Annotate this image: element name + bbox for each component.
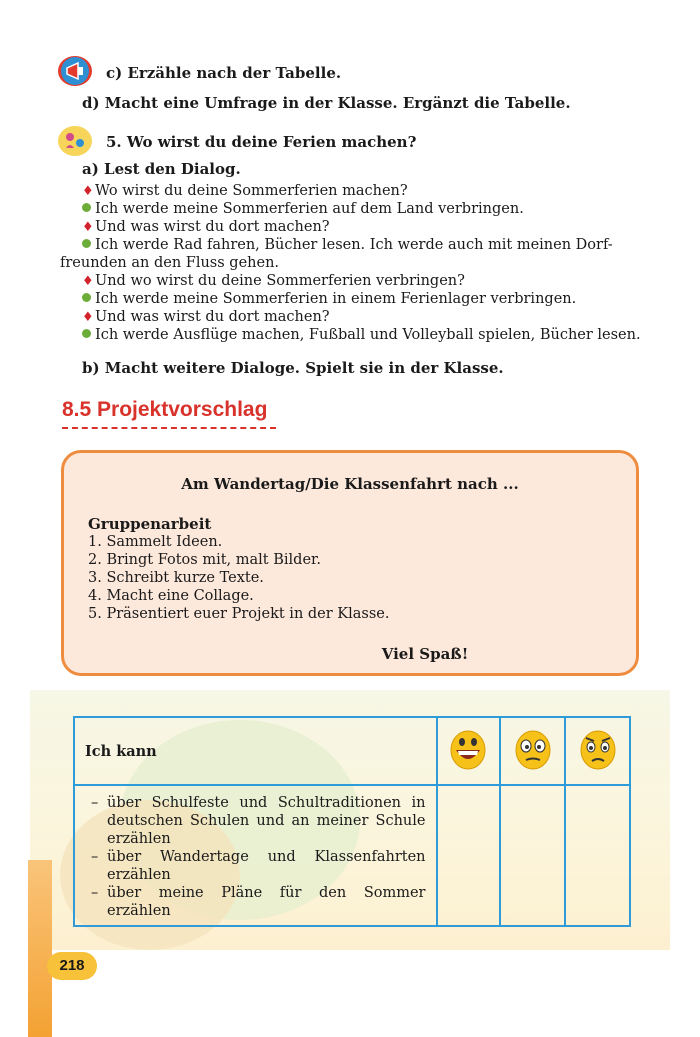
dot-marker-icon bbox=[82, 203, 91, 212]
dialog-line: ♦Und was wirst du dort machen? bbox=[82, 219, 330, 235]
dialog-line: Ich werde meine Sommerferien auf dem Land verbringen. bbox=[82, 200, 524, 218]
list-item: 3. Schreibt kurze Texte. bbox=[88, 570, 264, 586]
list-item: 4. Macht eine Collage. bbox=[88, 588, 254, 604]
steps-list bbox=[88, 533, 389, 623]
diamond-marker-icon: ♦ bbox=[82, 274, 94, 289]
dialog-line: ♦Wo wirst du deine Sommerferien machen? bbox=[82, 183, 408, 199]
unsure-face-icon bbox=[500, 717, 565, 785]
task-d: d) Macht eine Umfrage in der Klasse. Ergänzt die Tabelle. bbox=[82, 94, 571, 112]
dialog-line: ♦Und was wirst du dort machen? bbox=[82, 309, 330, 325]
dialog-line: Ich werde Ausflüge machen, Fußball und Volleyball spielen, Bücher lesen. bbox=[82, 326, 641, 344]
skills-cell bbox=[74, 785, 437, 926]
list-item: 1. Sammelt Ideen. bbox=[88, 534, 223, 550]
list-item: 5. Präsentiert euer Projekt in der Klasse. bbox=[88, 606, 390, 622]
task-c: c) Erzähle nach der Tabelle. bbox=[106, 64, 342, 82]
rating-cell[interactable] bbox=[500, 785, 565, 926]
dialog-line: Ich werde meine Sommerferien in einem Ferienlager verbringen. bbox=[82, 290, 576, 308]
list-item: 2. Bringt Fotos mit, malt Bilder. bbox=[88, 552, 321, 568]
sad-face-icon bbox=[565, 717, 630, 785]
project-box bbox=[61, 450, 639, 676]
task-b: b) Macht weitere Dialoge. Spielt sie in der Klasse. bbox=[82, 359, 504, 377]
table-header: Ich kann bbox=[74, 717, 437, 785]
project-title: Am Wandertag/Die Klassenfahrt nach ... bbox=[181, 475, 519, 493]
rating-cell[interactable] bbox=[437, 785, 501, 926]
self-assessment-table bbox=[73, 716, 631, 927]
heading-underline bbox=[62, 427, 276, 429]
group-work-heading: Gruppenarbeit bbox=[88, 515, 212, 533]
group-talk-icon bbox=[58, 126, 92, 156]
diamond-marker-icon: ♦ bbox=[82, 220, 94, 235]
list-item: – über Wandertage und Klassenfahrten erzählen bbox=[85, 848, 426, 884]
exercise-5-title: 5. Wo wirst du deine Ferien machen? bbox=[106, 133, 417, 151]
task-a: a) Lest den Dialog. bbox=[82, 160, 241, 178]
section-heading: 8.5 Projektvorschlag bbox=[62, 398, 268, 421]
list-item: – über meine Pläne für den Sommer erzählen bbox=[85, 884, 426, 920]
dialog-line: ♦Und wo wirst du deine Sommerferien verbringen? bbox=[82, 273, 465, 289]
list-item: – über Schulfeste und Schultraditionen in deutschen Schulen und an meiner Schule erzählen bbox=[85, 794, 426, 848]
page-number: 218 bbox=[47, 952, 97, 980]
closing-text: Viel Spaß! bbox=[381, 645, 469, 663]
smile-face-icon bbox=[437, 717, 501, 785]
page-edge-strip bbox=[28, 860, 52, 1037]
rating-cell[interactable] bbox=[565, 785, 630, 926]
dialog-line: Ich werde Rad fahren, Bücher lesen. Ich werde auch mit meinen Dorf- bbox=[82, 236, 644, 254]
dialog-line-continuation: freunden an den Fluss gehen. bbox=[60, 255, 280, 271]
dot-marker-icon bbox=[82, 239, 91, 248]
diamond-marker-icon: ♦ bbox=[82, 184, 94, 199]
megaphone-icon bbox=[58, 56, 92, 86]
dot-marker-icon bbox=[82, 293, 91, 302]
diamond-marker-icon: ♦ bbox=[82, 310, 94, 325]
dot-marker-icon bbox=[82, 329, 91, 338]
